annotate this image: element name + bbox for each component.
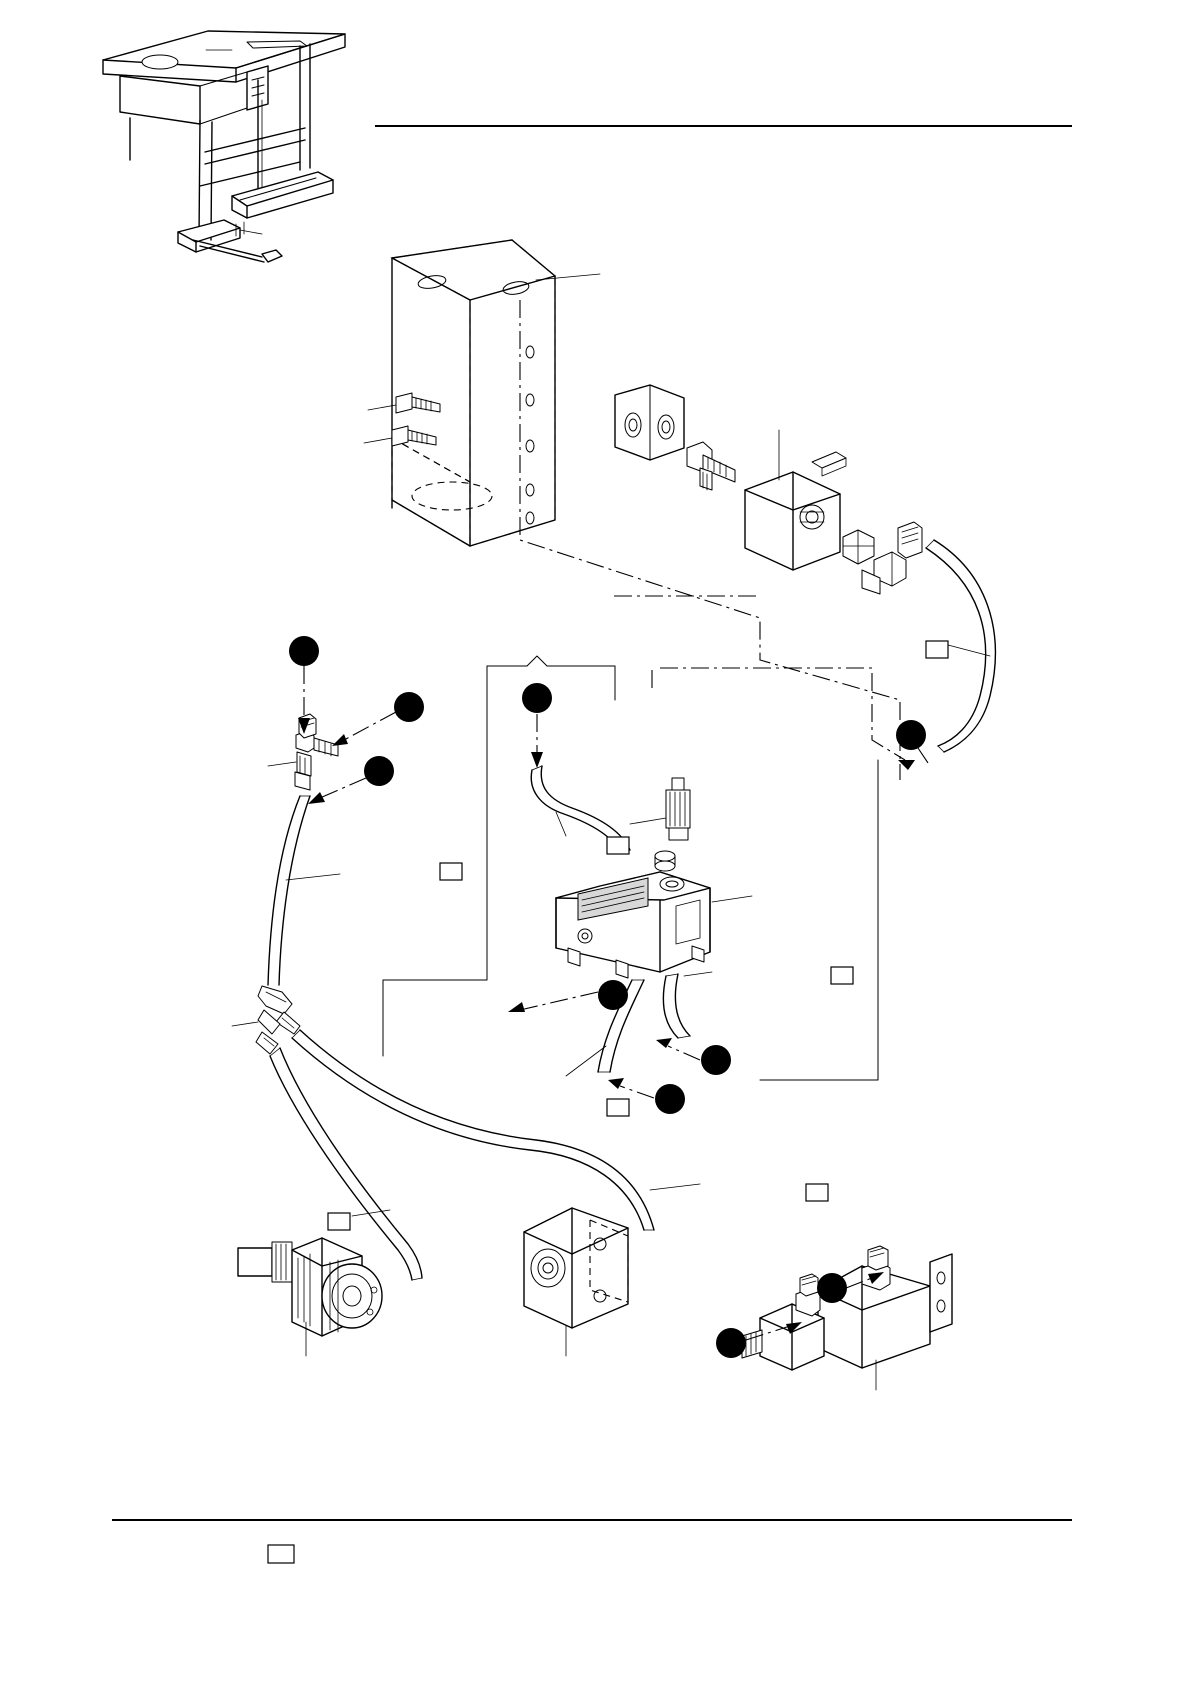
callout-c7 xyxy=(701,1045,731,1075)
hose-left-lower xyxy=(270,1048,422,1280)
footer-page-box xyxy=(268,1545,294,1563)
spacer-flange xyxy=(615,385,684,460)
item-box-b1 xyxy=(926,641,948,658)
bracket-screw-lower xyxy=(364,426,436,446)
machine-table-thumbnail xyxy=(103,31,345,262)
item-box-b2 xyxy=(440,863,462,880)
callout-c9 xyxy=(817,1273,847,1303)
manifold-fitting-right xyxy=(862,1246,890,1290)
manifold-fitting-left xyxy=(796,1274,820,1316)
y-connector-fitting xyxy=(232,986,300,1054)
item-box-b7 xyxy=(806,1184,828,1201)
threaded-nipple xyxy=(687,442,735,490)
callout-c10 xyxy=(716,1328,746,1358)
valve-block xyxy=(556,851,752,978)
hex-nut-fitting xyxy=(843,530,874,564)
distributor-block xyxy=(524,1208,628,1356)
pump-unit xyxy=(238,1238,382,1356)
hose-valve-outlet-b xyxy=(663,972,712,1038)
solenoid-valve xyxy=(745,430,846,570)
callout-c3 xyxy=(364,756,394,786)
hose-left-upper xyxy=(268,796,340,985)
assembly-axis-3 xyxy=(660,668,905,760)
callout-c6 xyxy=(598,980,628,1010)
callout-c8 xyxy=(655,1084,685,1114)
knurled-adjust-screw xyxy=(630,778,690,840)
item-box-b6 xyxy=(328,1213,350,1230)
callout-c1 xyxy=(289,636,319,666)
item-box-b5 xyxy=(607,1099,629,1116)
item-box-b3 xyxy=(607,837,629,854)
callout-c5 xyxy=(896,720,926,750)
callout-c2 xyxy=(394,692,424,722)
hose-to-distributor xyxy=(292,1030,700,1230)
manifold-block xyxy=(742,1246,952,1390)
callout-c4 xyxy=(522,683,552,713)
mounting-bracket xyxy=(392,240,600,546)
bracket-screw-upper xyxy=(368,393,440,413)
item-box-b4 xyxy=(831,967,853,984)
